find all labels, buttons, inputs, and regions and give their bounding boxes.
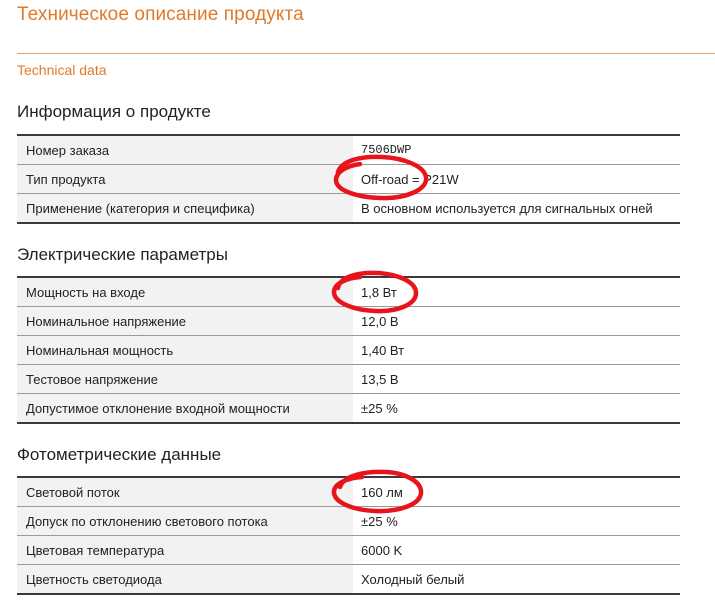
table-row [17,394,680,424]
page-subtitle: Technical data [17,62,107,78]
row-value: ±25 % [353,394,680,424]
row-label: Допустимое отклонение входной мощности [17,394,353,424]
row-value: В основном используется для сигнальных огней [353,194,680,224]
row-value: 7506DWP [353,135,680,165]
row-value: ±25 % [353,507,680,536]
row-value: 160 лм [353,477,680,507]
row-label: Номер заказа [17,135,353,165]
row-label: Тип продукта [17,165,353,194]
table-row [17,194,680,224]
row-label: Применение (категория и специфика) [17,194,353,224]
product-info-table [17,134,680,224]
row-value: Холодный белый [353,565,680,595]
page-title: Техническое описание продукта [17,4,304,25]
section-heading-photometric: Фотометрические данные [17,445,222,464]
row-value: 6000 K [353,536,680,565]
row-value: 13,5 В [353,365,680,394]
row-label: Цветовая температура [17,536,353,565]
row-label: Тестовое напряжение [17,365,353,394]
electrical-params-table [17,276,680,424]
table-row [17,336,680,365]
row-value: 1,8 Вт [353,277,680,307]
table-row [17,565,680,595]
row-label: Номинальное напряжение [17,307,353,336]
table-row [17,477,680,507]
row-value: 12,0 В [353,307,680,336]
table-row [17,365,680,394]
table-row [17,135,680,165]
row-value: Off-road = P21W [353,165,680,194]
section-heading-product-info: Информация о продукте [17,102,211,121]
row-value: 1,40 Вт [353,336,680,365]
row-label: Номинальная мощность [17,336,353,365]
section-heading-electrical: Электрические параметры [17,245,228,264]
title-divider [17,53,715,54]
table-row [17,507,680,536]
table-row [17,165,680,194]
row-label: Цветность светодиода [17,565,353,595]
table-row [17,307,680,336]
row-label: Допуск по отклонению светового потока [17,507,353,536]
row-label: Мощность на входе [17,277,353,307]
photometric-data-table [17,476,680,595]
row-label: Световой поток [17,477,353,507]
table-row [17,536,680,565]
table-row [17,277,680,307]
